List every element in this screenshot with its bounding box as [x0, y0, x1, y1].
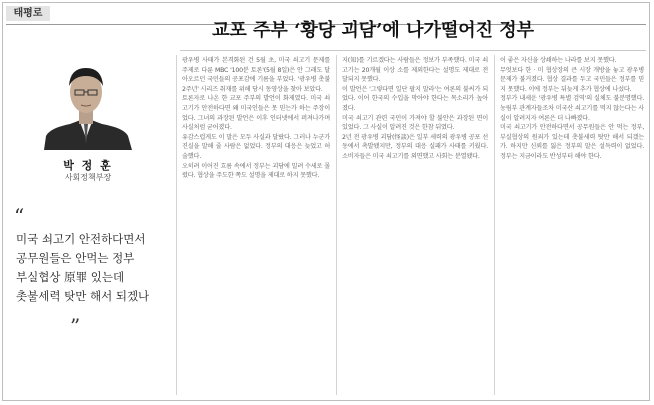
body-paragraph: 광우병 사태가 본격화된 건 5월 초, 미국 쇠고기 문제를 주제로 다룬 MBC '100분 토론'(5월 8일)은 안 그래도 달아오르던 국민들의 공포감에 기름을 부었다. '광우병 촛불 2주년' 시리즈 취재를 위해 당시 동영상을 찾아 보았다.	[182, 57, 330, 93]
pull-quote-line: 촛불세력 탓만 해서 되겠나	[16, 289, 150, 303]
column-divider	[176, 55, 177, 395]
section-tag: 태평로	[6, 6, 50, 21]
quote-open-mark: “	[14, 204, 25, 228]
article-column-3	[500, 56, 644, 396]
body-paragraph: 토론자로 나온 한 교포 주부의 발언이 화제였다. 미국 쇠고기가 안전하다면 왜 미국인들은 못 믿는가 하는 주장이었다. 그녀의 과장된 발언은 이후 인터넷에서 퍼져나가며 사실처럼 굳어졌다.	[182, 95, 330, 132]
body-paragraph: 정부가 내세운 '광우병 특별 검역'의 실체도 불분명했다. 농림부 관계자들조차 미국산 쇠고기를 먹지 않는다는 사실이 알려지자 여론은 더 나빠졌다.	[500, 95, 644, 122]
article-column-1	[182, 56, 330, 396]
author-name: 박 정 훈	[63, 159, 113, 172]
body-paragraph: 미국 쇠고기가 안전하다면서 공무원들은 안 먹는 정부, 부실협상의 원죄가 있는데 촛불세력 탓만 해서 되겠는가. 하지만 신뢰를 잃은 정부의 말은 설득력이 없었다. 정부는 지금이라도 반성부터 해야 한다.	[500, 124, 644, 160]
body-paragraph: 무엇보다 한 · 미 협상장의 큰 시장 개방을 놓고 광우병 문제가 불거졌다. 협상 결과를 두고 국민들은 정부를 믿지 못했다. 이에 정부는 뒤늦게 추가 협상에 나섰다.	[500, 66, 644, 93]
column-divider	[336, 55, 337, 395]
body-paragraph: 이 발언은 '그렇다면 일단 팔지 말라'는 여론의 불씨가 되었다. 이어 한국의 수입을 막아야 한다는 목소리가 높아졌다.	[342, 85, 488, 112]
quote-close-mark: ”	[70, 314, 81, 338]
author-photo	[36, 58, 138, 150]
body-paragraph: 오히려 이어진 흐름 속에서 정부는 괴담에 밀려 수세로 몰렸다. 협상을 주도한 쪽도 설명을 제대로 하지 못했다.	[182, 162, 330, 180]
column-divider	[494, 55, 495, 395]
body-paragraph: 이 좋은 자신을 상쇄하는 나라를 보지 못했다.	[500, 57, 617, 64]
body-paragraph: 2년 전 광우병 괴담(怪談)은 일부 세력의 광우병 공포 선동에서 촉발됐지만, 정부의 대응 실패가 사태를 키웠다. 소비자들은 미국 쇠고기를 외면했고 사회는 분열됐다.	[342, 133, 488, 160]
headline: 교포 주부 ‘황당 괴담’에 나가떨어진 정부	[212, 20, 535, 41]
headline-rule	[180, 50, 646, 51]
body-paragraph: 지(知)를 기르겠다는 사람들은 정보가 부족했다. 미국 쇠고기는 20개월 이상 소를 제외한다는 설명도 제대로 전달되지 못했다.	[342, 57, 488, 84]
body-paragraph: 유감스럽게도 이 말은 모두 사실과 달랐다. 그러나 누군가 진실을 말해 줄 사람은 없었다. 정부의 대응은 늦었고 허술했다.	[182, 133, 330, 160]
pull-quote-line: 미국 쇠고기 안전하다면서	[16, 232, 146, 246]
article-column-2	[342, 56, 488, 396]
author-role: 사회정책부장	[64, 173, 112, 182]
pull-quote-line: 부실협상 原罪 있는데	[16, 270, 125, 284]
pull-quote-line: 공무원들은 안먹는 정부	[16, 251, 135, 265]
body-paragraph: 미국 쇠고기 관련 국민이 가져야 할 불안은 과장된 면이 있었다. 그 사실이 알려진 것은 한참 뒤였다.	[342, 114, 488, 132]
